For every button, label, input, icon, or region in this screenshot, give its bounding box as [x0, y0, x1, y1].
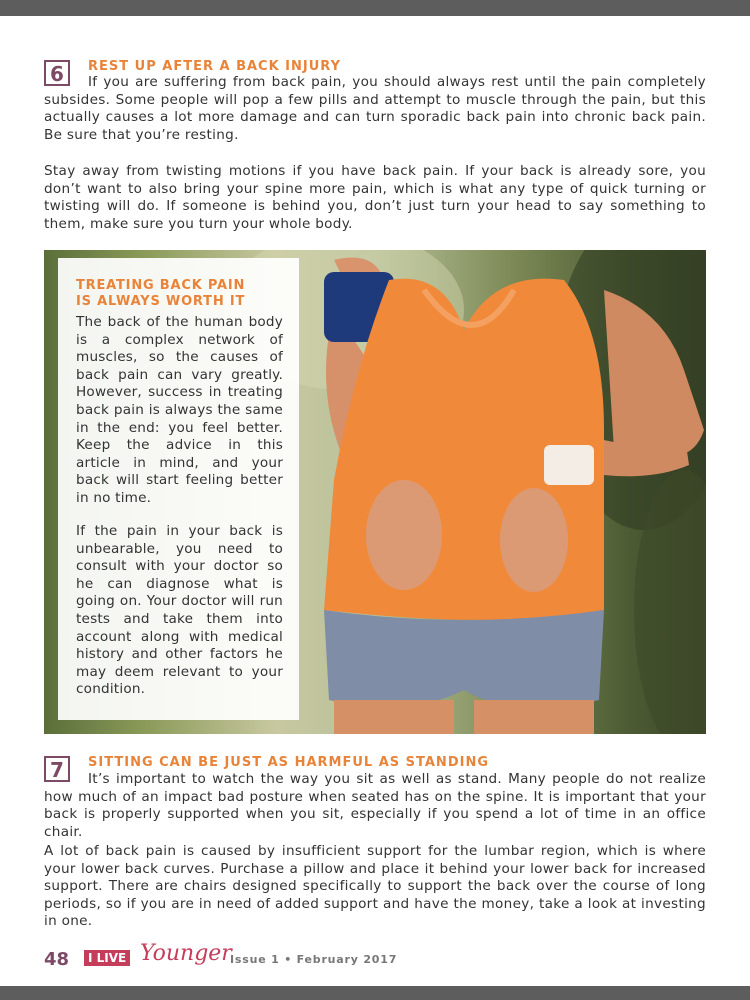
sidebar-box [58, 258, 299, 720]
section-6-paragraph-2: Stay away from twisting motions if you have back pain. If your back is already sore, you don’t want to also bring your spine more pain, which is what any type of quick turning or twisting will do. If someone is behind you, don’t just turn your head to say something to them, make sure you turn your whole body. [44, 163, 706, 232]
sidebar-paragraph-1: The back of the human body is a complex network of muscles, so the causes of back pain can vary greatly. However, success in treating back pain is always the same in the end: you feel better. Keep the advice in this article in mind, and your back will start feeling better in no time. [76, 314, 283, 506]
sidebar-title-line-2: IS ALWAYS WORTH IT [76, 294, 246, 309]
back-pain-photo [44, 250, 706, 734]
magazine-page [0, 16, 750, 986]
issue-info: Issue 1 • February 2017 [230, 953, 398, 966]
section-7-paragraph-2: A lot of back pain is caused by insufficient support for the lumbar region, which is where your lower back curves. Purchase a pillow and place it behind your lower back for increased support. There are chairs designed specifically to support the back over the course of long periods, so if you are in need of added support and have the money, take a look at investing in one. [44, 843, 706, 930]
section-6-paragraph-1: If you are suffering from back pain, you should always rest until the pain completely subsides. Some people will pop a few pills and attempt to muscle through the pain, but this actually causes a lot more damage and can turn sporadic back pain into chronic back pain. Be sure that you’re resting. [44, 74, 706, 143]
sidebar-title-line-1: TREATING BACK PAIN [76, 278, 246, 293]
magazine-logo-block: I LIVE [84, 950, 130, 966]
sidebar-paragraph-2: If the pain in your back is unbearable, you need to consult with your doctor so he can diagnose what is going on. Your doctor will run tests and take them into account along with medical history and other factors he may deem relevant to your condition. [76, 523, 283, 698]
section-number-6: 6 [44, 60, 70, 86]
viewer-bottom-bar [0, 986, 750, 1000]
section-7-paragraph-1: It’s important to watch the way you sit as well as stand. Many people do not realize how much of an impact bad posture when seated has on the spine. It is important that your back is properly supported when you sit, especially if you spend a lot of time in an office chair. [44, 771, 706, 840]
section-6-title: REST UP AFTER A BACK INJURY [88, 59, 342, 74]
magazine-logo-script: Younger [140, 941, 232, 966]
page-number: 48 [44, 949, 70, 970]
section-7-title: SITTING CAN BE JUST AS HARMFUL AS STANDING [88, 755, 489, 770]
section-number-7: 7 [44, 756, 70, 782]
sidebar-title [76, 278, 286, 310]
